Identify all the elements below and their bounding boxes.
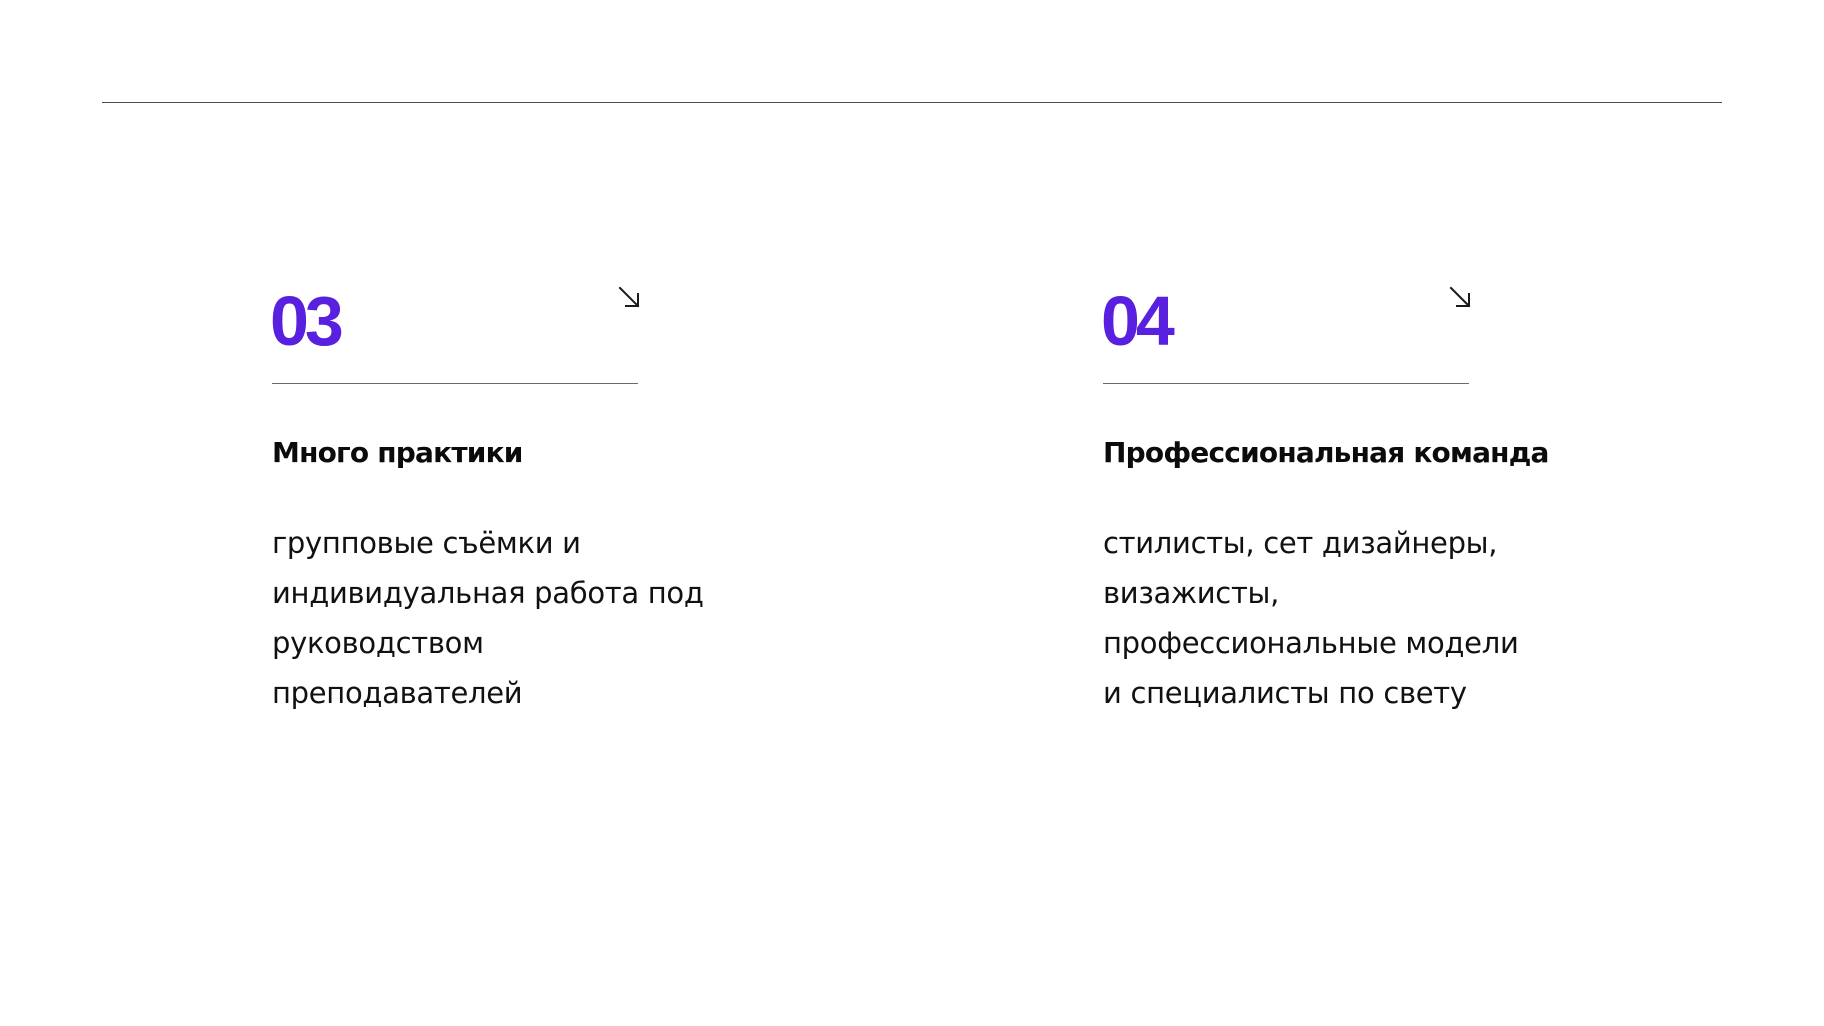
feature-title: Много практики — [272, 436, 523, 469]
feature-description-line: руководством — [272, 625, 484, 660]
feature-description-line: и специалисты по свету — [1103, 675, 1467, 710]
feature-title: Профессиональная команда — [1103, 436, 1549, 469]
feature-number: 04 — [1101, 282, 1171, 360]
arrow-down-right-icon — [618, 286, 640, 308]
arrow-down-right-icon — [1449, 286, 1471, 308]
feature-description — [272, 518, 792, 718]
feature-description-line: профессиональные модели — [1103, 625, 1519, 660]
feature-description-line: стилисты, сет дизайнеры, — [1103, 525, 1498, 560]
feature-header — [1103, 270, 1469, 384]
feature-description-line: индивидуальная работа под — [272, 575, 704, 610]
top-divider — [102, 102, 1722, 103]
feature-number: 03 — [270, 282, 340, 360]
feature-divider — [1103, 383, 1469, 384]
feature-header — [272, 270, 638, 384]
feature-divider — [272, 383, 638, 384]
feature-description — [1103, 518, 1623, 718]
feature-description-line: преподавателей — [272, 675, 523, 710]
feature-block-03 — [272, 270, 792, 718]
feature-block-04 — [1103, 270, 1623, 718]
feature-description-line: групповые съёмки и — [272, 525, 581, 560]
feature-description-line: визажисты, — [1103, 575, 1280, 610]
